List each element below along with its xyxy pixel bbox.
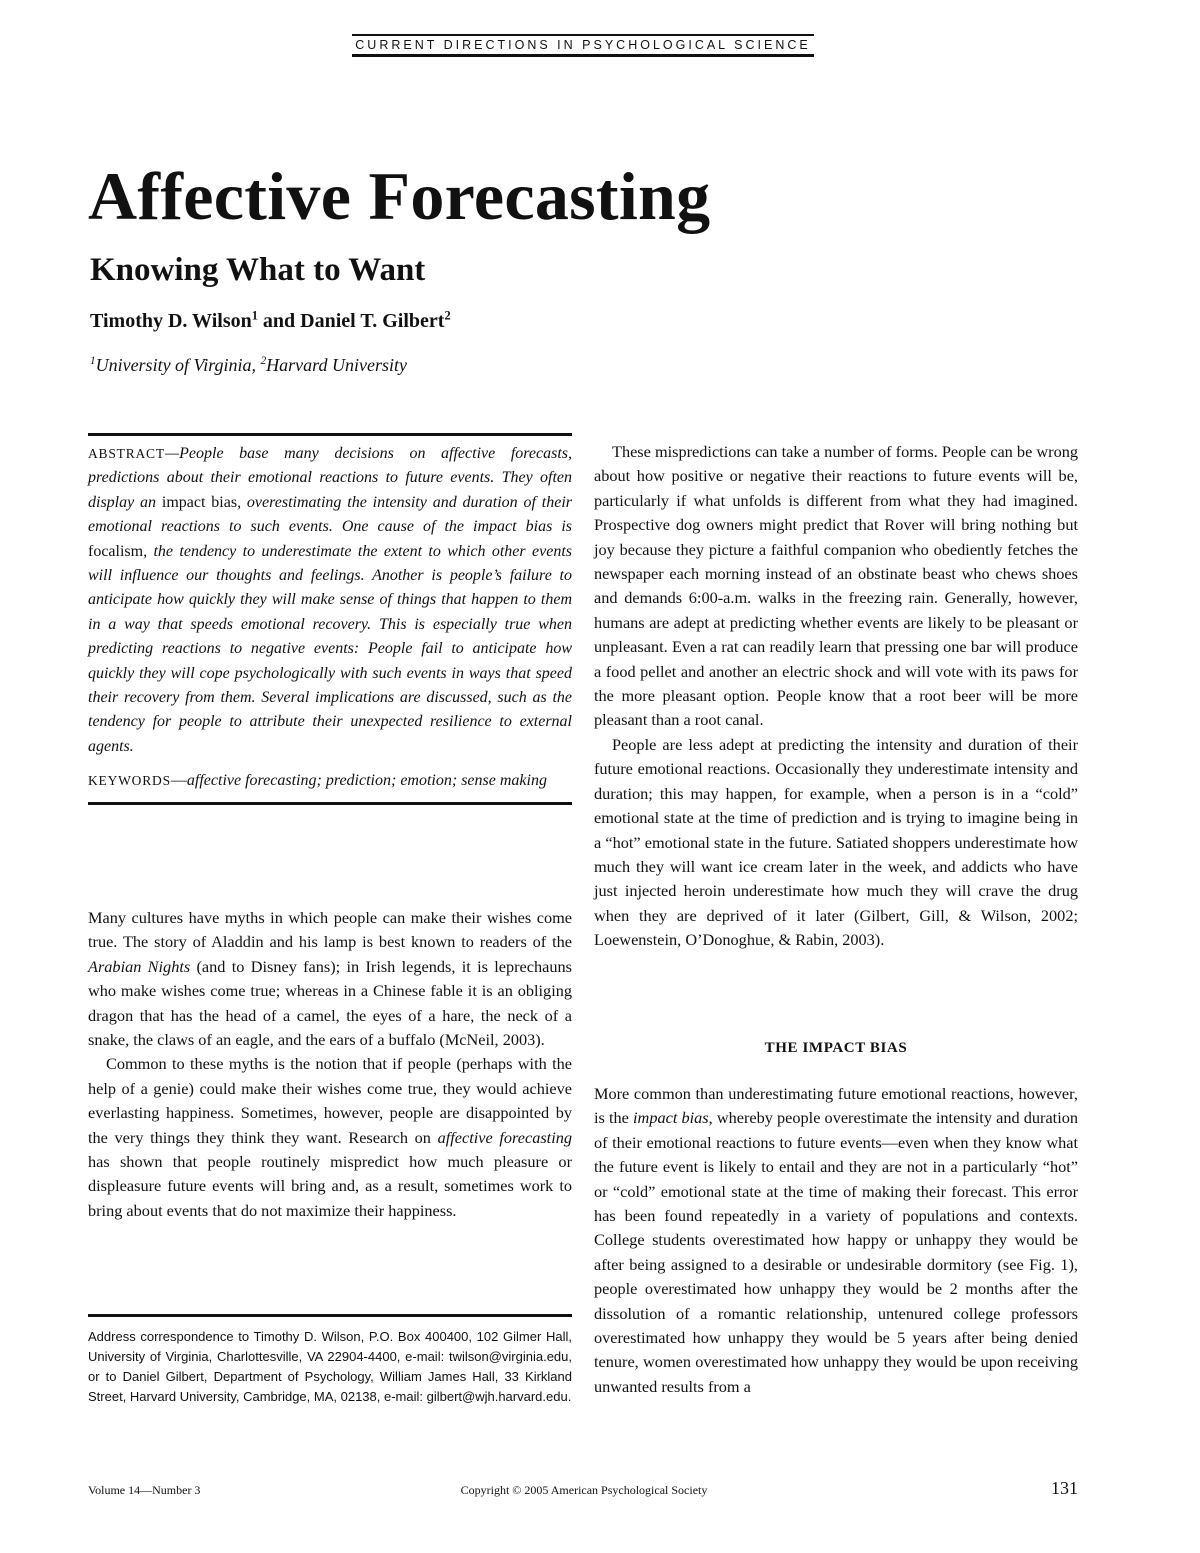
intro-p1-text-a: Many cultures have myths in which people can make their wishes come true. The story of Aladdin and his lamp is best known to readers of the <box>88 908 572 952</box>
intro-p1-italic: Arabian Nights <box>88 956 191 976</box>
section-heading-impact-bias: THE IMPACT BIAS <box>764 1040 908 1056</box>
intro-p1-text-b: (and to Disney fans); in Irish legends, it is leprechauns who make wishes come true; whereas in a Chinese fable it is an obliging dragon that has the head of a camel, the eyes of a hare, the neck of a snake, the claws of an eagle, and the ears of a buffalo (McNeil, 2003). <box>88 956 572 1050</box>
abstract-term-focalism: focalism <box>88 542 144 560</box>
author-1: Timothy D. Wilson <box>90 310 252 332</box>
author-2: Daniel T. Gilbert <box>300 310 445 332</box>
right-p3-text-b: , whereby people overestimate the intensity and duration of their emotional reactions to future events—even when they know what the future event is likely to entail and they are not in a particularly “hot” or “cold” emotional state at the time of making their forecast. This error has been found repeatedly in a variety of populations and contexts. College students overestimated how happy or unhappy they would be after being assigned to a desirable or undesirable dormitory (see Fig. 1), people overestimated how unhappy they would be 2 months after the dissolution of a romantic relationship, untenured college professors overestimated how unhappy they would be 5 years after being denied tenure, women overestimated how unhappy they would be upon receiving unwanted results from a <box>594 1108 1079 1396</box>
author-joiner: and <box>257 310 301 332</box>
footer-copyright: Copyright © 2005 American Psychological Society <box>460 1483 708 1497</box>
affiliation-2: Harvard University <box>266 355 407 375</box>
abstract-text-3: , the tendency to underestimate the extent to which other events will influence our thoughts and feelings. Another is people’s failure to anticipate how quickly they will make sense of things that happen to them in a way that speeds emotional recovery. This is especially true when predicting reactions to negative events: People fail to anticipate how quickly they will cope psychologically with such events in ways that speed their recovery from them. Several implications are discussed, such as the tendency for people to attribute their unexpected resilience to external agents. <box>88 542 572 755</box>
intro-paragraph-2 <box>88 1052 572 1223</box>
right-column-bottom <box>594 1082 1078 1399</box>
affiliations <box>90 350 407 380</box>
affiliation-2-marker: 2 <box>260 355 267 367</box>
keywords-list: affective forecasting; prediction; emotion; sense making <box>186 772 547 790</box>
affiliation-1-marker: 1 <box>90 355 96 367</box>
article-subtitle: Knowing What to Want <box>90 252 426 288</box>
right-p3-text-a: More common than underestimating future emotional reactions, however, is the <box>594 1084 1078 1128</box>
right-column-top <box>594 440 1078 953</box>
keywords <box>88 769 572 793</box>
abstract <box>88 442 572 759</box>
abstract-label: ABSTRACT <box>88 446 165 461</box>
affiliation-1: University of Virginia, <box>95 355 261 375</box>
intro-p2-text-b: has shown that people routinely mispredict how much pleasure or displeasure future events will bring and, as a result, sometimes work to bring about events that do not maximize their happiness. <box>88 1152 572 1220</box>
article-title: Affective Forecasting <box>88 158 711 234</box>
abstract-text-2: , overestimating the intensity and duration of their emotional reactions to such events. One cause of the impact bias is <box>88 493 572 536</box>
keywords-dash: — <box>170 772 187 790</box>
author-1-marker: 1 <box>251 308 258 323</box>
intro-paragraph-1 <box>88 906 572 1052</box>
intro-body <box>88 906 572 1223</box>
page-number: 131 <box>1051 1478 1078 1498</box>
footer-volume: Volume 14—Number 3 <box>88 1483 201 1497</box>
abstract-dash: — <box>164 445 180 462</box>
intro-p2-text-a: Common to these myths is the notion that if people (perhaps with the help of a genie) could make their wishes come true, they would achieve everlasting happiness. Sometimes, however, people are disappointed by the very things they think they want. Research on <box>88 1054 572 1147</box>
abstract-term-impact-bias: impact bias <box>161 493 238 511</box>
author-line <box>90 306 451 336</box>
correspondence-footnote: Address correspondence to Timothy D. Wilson, P.O. Box 400400, 102 Gilmer Hall, University of Virginia, Charlottesville, VA 22904-4400, e-mail: twilson@virginia.edu, or to Daniel Gilbert, Department of Psychology, William James Hall, 33 Kirkland Street, Harvard University, Cambridge, MA, 02138, e-mail: gilbert@wjh.harvard.edu. <box>88 1314 572 1407</box>
abstract-box <box>88 433 572 805</box>
right-paragraph-3 <box>594 1082 1078 1399</box>
abstract-text-1: People base many decisions on affective forecasts, predictions about their emotional reactions to future events. They often display an <box>88 445 572 511</box>
keywords-label: KEYWORDS <box>88 773 171 789</box>
author-2-marker: 2 <box>444 308 451 323</box>
right-p3-italic: impact bias <box>633 1108 709 1128</box>
intro-p2-italic: affective forecasting <box>437 1127 572 1147</box>
journal-header: CURRENT DIRECTIONS IN PSYCHOLOGICAL SCIENCE <box>352 34 814 57</box>
right-paragraph-2: People are less adept at predicting the intensity and duration of their future emotional reactions. Occasionally they underestimate intensity and duration; this may happen, for example, when a person is in a “cold” emotional state at the time of prediction and is trying to imagine being in a “hot” emotional state in the future. Satiated shoppers underestimate how much they will want ice cream later in the week, and addicts who have just injected heroin underestimate how much they will crave the drug when they are deprived of it later (Gilbert, Gill, & Wilson, 2002; Loewenstein, O’Donoghue, & Rabin, 2003). <box>594 734 1078 950</box>
right-paragraph-1: These mispredictions can take a number of forms. People can be wrong about how positive or negative their reactions to future events will be, particularly if what unfolds is different from what they had imagined. Prospective dog owners might predict that Rover will bring nothing but joy because they picture a faithful companion who obediently fetches the newspaper each morning instead of an obstinate beast who chews shoes and demands 6:00-a.m. walks in the freezing rain. Generally, however, humans are adept at predicting whether events are likely to be pleasant or unpleasant. Even a rat can readily learn that pressing one bar will produce a food pellet and another an electric shock and will vote with its paws for the more pleasant option. People know that a root beer will be more pleasant than a root canal. <box>594 442 1078 730</box>
